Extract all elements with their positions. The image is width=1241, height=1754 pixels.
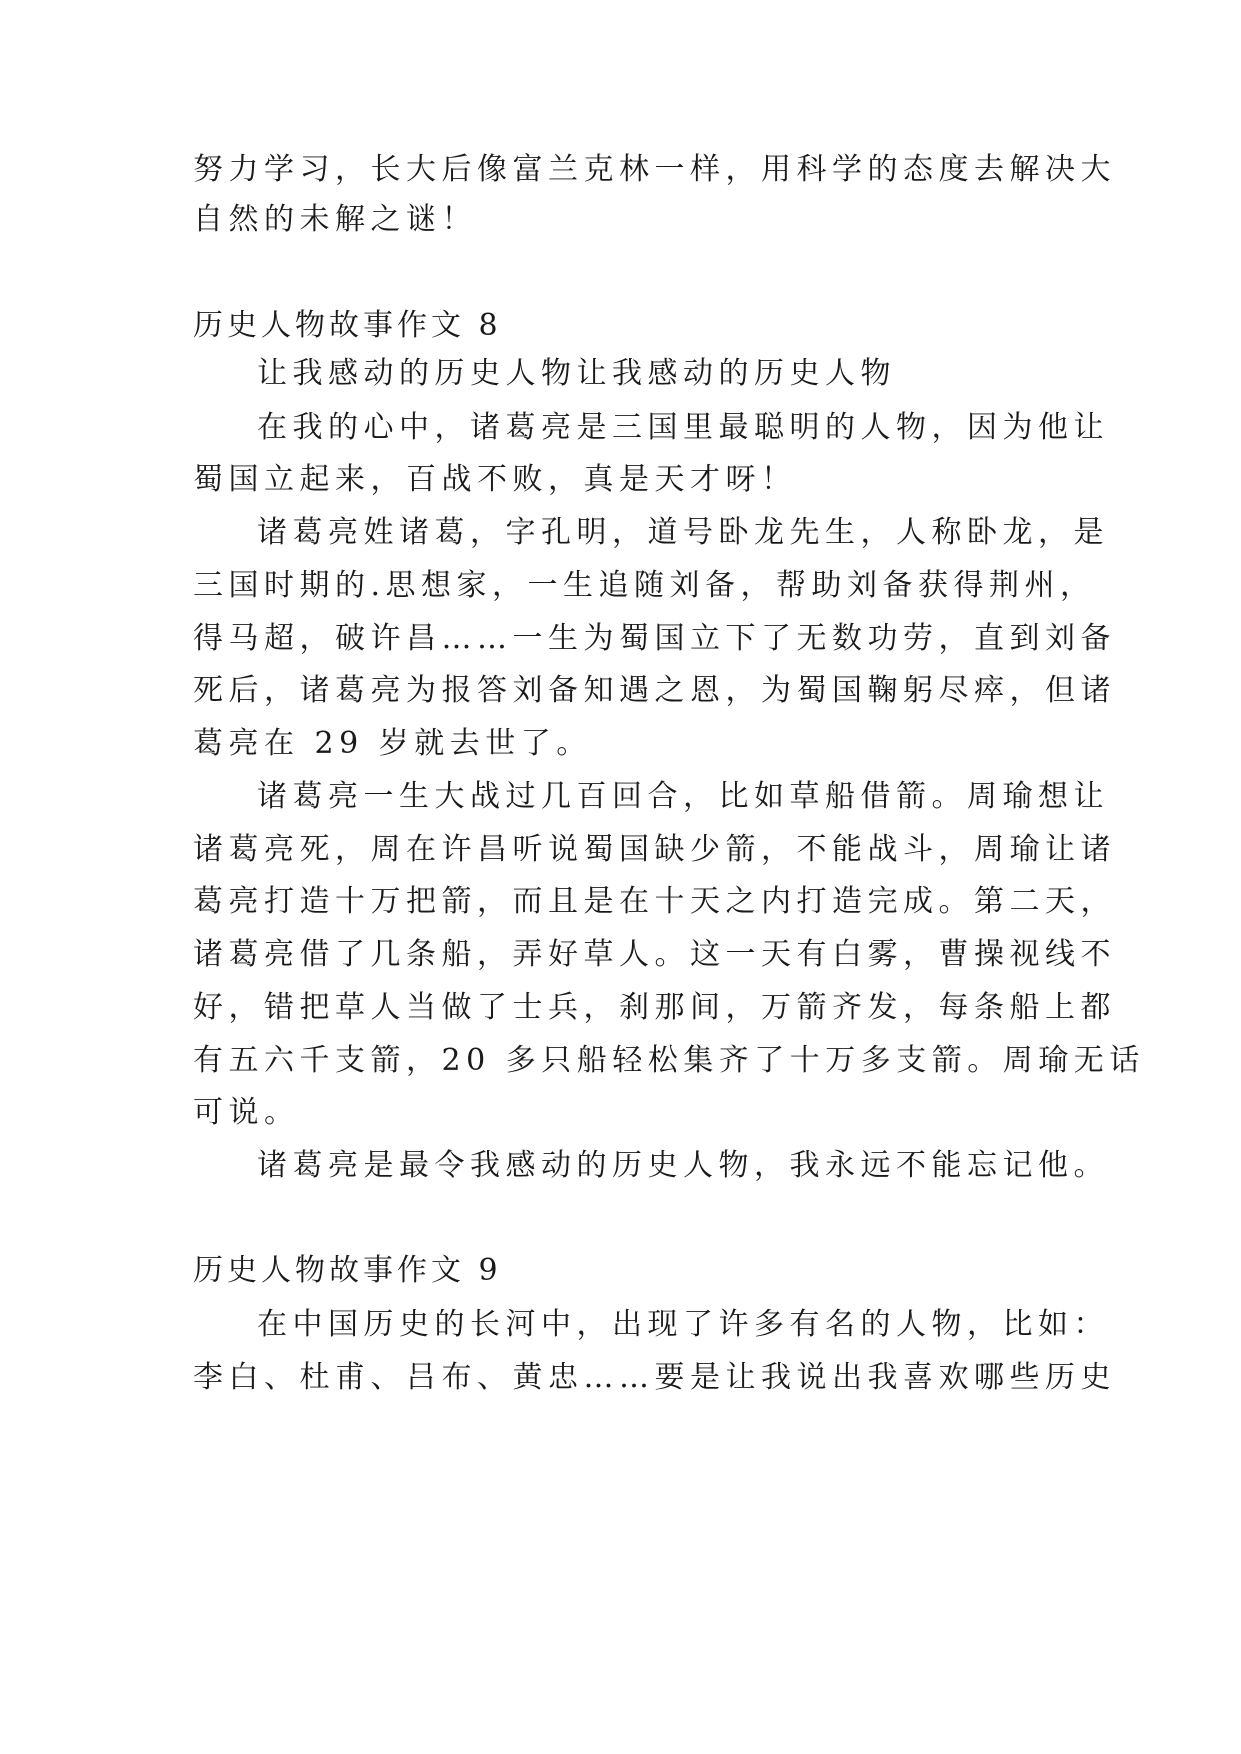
text-line: 诸葛亮姓诸葛，字孔明，道号卧龙先生，人称卧龙，是: [257, 515, 1109, 550]
text-line: 努力学习，长大后像富兰克林一样，用科学的态度去解决大: [193, 152, 1116, 187]
essay-subtitle: 让我感动的历史人物让我感动的历史人物: [257, 356, 896, 391]
text-line: 自然的未解之谜！: [193, 202, 477, 237]
text-line: 诸葛亮死，周在许昌听说蜀国缺少箭，不能战斗，周瑜让诸: [193, 832, 1116, 867]
text-line: 李白、杜甫、吕布、黄忠……要是让我说出我喜欢哪些历史: [193, 1360, 1116, 1395]
text-line: 蜀国立起来，百战不败，真是天才呀！: [193, 462, 797, 497]
section-heading: 历史人物故事作文 9: [193, 1253, 502, 1288]
section-heading: 历史人物故事作文 8: [193, 308, 502, 343]
text-line: 三国时期的.思想家，一生追随刘备，帮助刘备获得荆州，: [193, 568, 1096, 603]
text-line: 在我的心中，诸葛亮是三国里最聪明的人物，因为他让: [257, 410, 1109, 445]
text-line: 葛亮打造十万把箭，而且是在十天之内打造完成。第二天，: [193, 884, 1116, 919]
text-line: 葛亮在 29 岁就去世了。: [193, 726, 592, 761]
text-line: 诸葛亮一生大战过几百回合，比如草船借箭。周瑜想让: [257, 779, 1109, 814]
text-line: 好，错把草人当做了士兵，刹那间，万箭齐发，每条船上都: [193, 990, 1116, 1025]
text-line: 得马超，破许昌……一生为蜀国立下了无数功劳，直到刘备: [193, 621, 1116, 656]
text-line: 可说。: [193, 1095, 300, 1130]
text-line: 在中国历史的长河中，出现了许多有名的人物，比如：: [257, 1307, 1109, 1342]
text-line: 诸葛亮借了几条船，弄好草人。这一天有白雾，曹操视线不: [193, 937, 1116, 972]
text-line: 有五六千支箭，20 多只船轻松集齐了十万多支箭。周瑜无话: [193, 1043, 1145, 1078]
text-line: 死后，诸葛亮为报答刘备知遇之恩，为蜀国鞠躬尽瘁，但诸: [193, 673, 1116, 708]
text-line: 诸葛亮是最令我感动的历史人物，我永远不能忘记他。: [257, 1148, 1109, 1183]
